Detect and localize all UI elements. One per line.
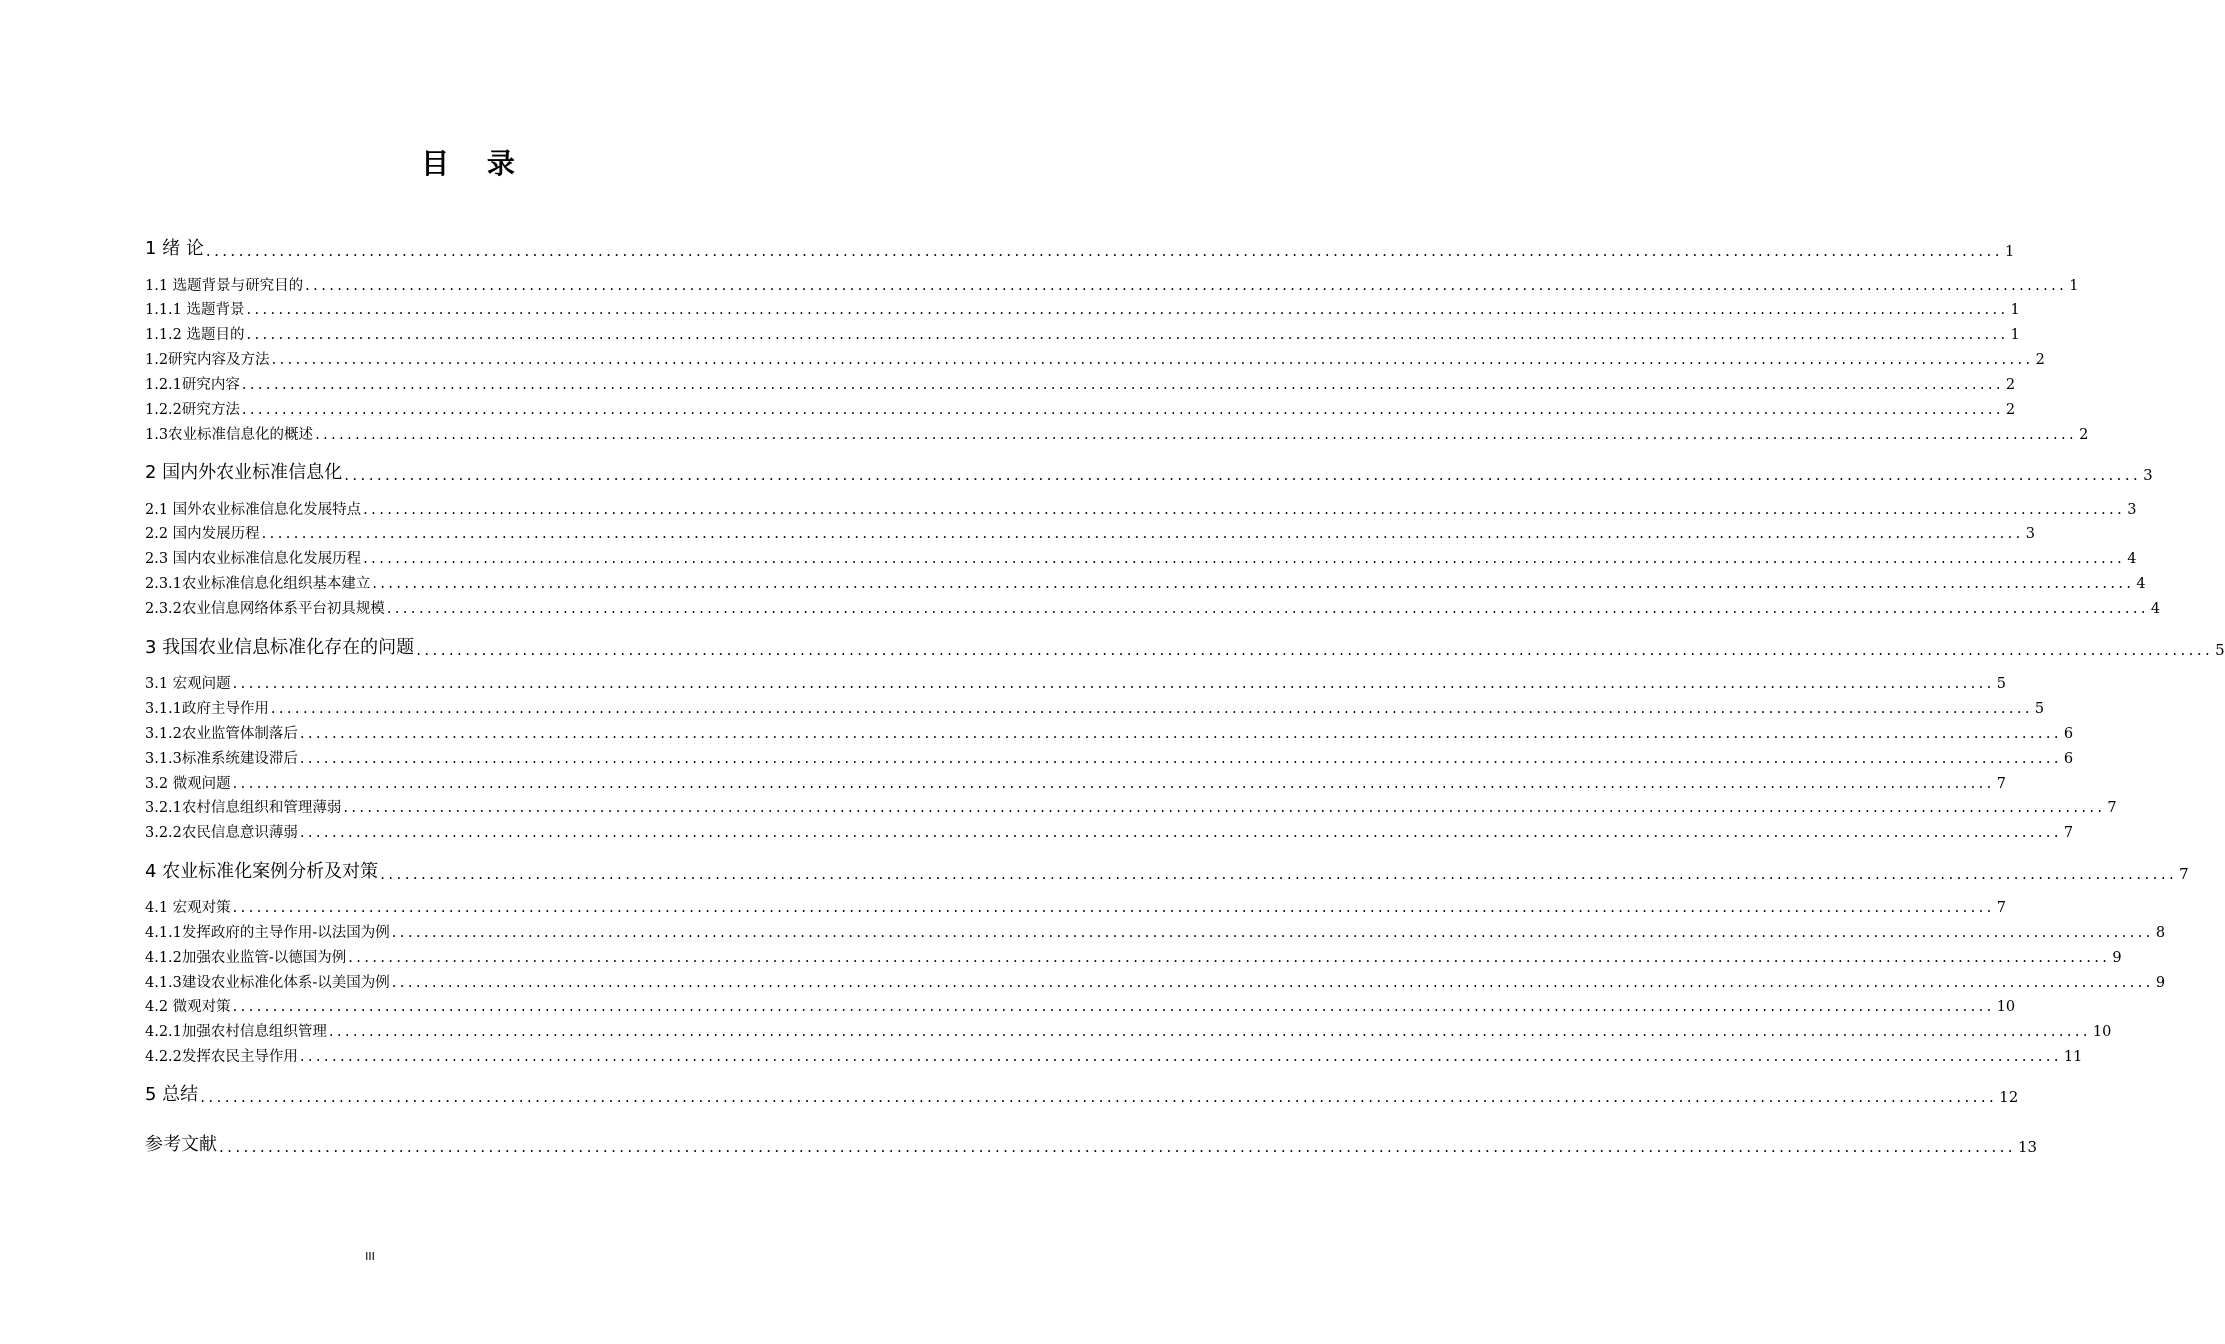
toc-section-entry[interactable] xyxy=(145,574,2146,594)
toc-leader-dots: ............................................................................................................................................................................................................................ xyxy=(315,427,2078,443)
toc-leader-dots: ............................................................................................................................................................................................................................ xyxy=(380,865,2178,883)
toc-entry-label: 4.1 宏观对策 xyxy=(145,900,231,916)
toc-entry-page: 7 xyxy=(2063,825,2074,841)
toc-entry-label: 2.2 国内发展历程 xyxy=(145,526,260,542)
toc-chapter-entry[interactable] xyxy=(145,237,2015,261)
toc-section-entry[interactable] xyxy=(145,798,2117,818)
toc-leader-dots: ............................................................................................................................................................................................................................ xyxy=(348,950,2111,966)
toc-section-entry[interactable] xyxy=(145,898,2006,918)
toc-entry-page: 9 xyxy=(2112,950,2122,966)
toc-leader-dots: ............................................................................................................................................................................................................................ xyxy=(241,377,2004,393)
toc-section-entry[interactable] xyxy=(145,699,2045,719)
toc-entry-label: 3.2.1农村信息组织和管理薄弱 xyxy=(145,800,342,816)
toc-section-entry[interactable] xyxy=(145,774,2006,794)
toc-entry-page: 3 xyxy=(2127,502,2137,518)
toc-entry-label: 3.1.3标准系统建设滞后 xyxy=(145,751,298,767)
toc-entry-page: 3 xyxy=(2143,466,2153,484)
toc-entry-label: 2.3 国内农业标准信息化发展历程 xyxy=(145,551,362,567)
toc-leader-dots: ............................................................................................................................................................................................................................ xyxy=(363,551,2126,567)
toc-leader-dots: ............................................................................................................................................................................................................................ xyxy=(328,1024,2091,1040)
toc-entry-label: 4.2.1加强农村信息组织管理 xyxy=(145,1024,327,1040)
toc-section-entry[interactable] xyxy=(145,599,2161,619)
toc-leader-dots: ............................................................................................................................................................................................................................ xyxy=(305,278,2068,294)
toc-section-entry[interactable] xyxy=(145,1047,2083,1067)
toc-leader-dots: ............................................................................................................................................................................................................................ xyxy=(299,825,2062,841)
toc-leader-dots: ............................................................................................................................................................................................................................ xyxy=(391,925,2154,941)
toc-entry-label: 4.1.3建设农业标准化体系-以美国为例 xyxy=(145,975,390,991)
toc-entry-page: 11 xyxy=(2063,1049,2083,1065)
toc-leader-dots: ............................................................................................................................................................................................................................ xyxy=(386,601,2149,617)
toc-section-entry[interactable] xyxy=(145,1022,2112,1042)
toc-entry-label: 1.1.1 选题背景 xyxy=(145,302,245,318)
toc-section-entry[interactable] xyxy=(145,325,2020,345)
toc-entry-label: 3.1.1政府主导作用 xyxy=(145,701,269,717)
toc-entry-page: 1 xyxy=(2069,278,2079,294)
toc-leader-dots: ............................................................................................................................................................................................................................ xyxy=(232,900,1995,916)
toc-section-entry[interactable] xyxy=(145,300,2020,320)
toc-entry-label: 2 国内外农业标准信息化 xyxy=(145,462,343,483)
toc-entry-page: 9 xyxy=(2155,975,2166,991)
toc-entry-page: 3 xyxy=(2025,526,2035,542)
toc-leader-dots: ............................................................................................................................................................................................................................ xyxy=(232,999,1995,1015)
toc-entry-label: 1.1.2 选题目的 xyxy=(145,327,245,343)
toc-chapter-entry[interactable] xyxy=(145,860,2189,884)
toc-entry-page: 7 xyxy=(1996,900,2006,916)
toc-entry-page: 4 xyxy=(2136,576,2146,592)
toc-entry-label: 4.2 微观对策 xyxy=(145,999,231,1015)
toc-leader-dots: ............................................................................................................................................................................................................................ xyxy=(299,1049,2062,1065)
toc-entry-label: 3 我国农业信息标准化存在的问题 xyxy=(145,637,415,658)
toc-leader-dots: ............................................................................................................................................................................................................................ xyxy=(205,242,2003,260)
toc-leader-dots: ............................................................................................................................................................................................................................ xyxy=(219,1138,2016,1156)
toc-section-entry[interactable] xyxy=(145,674,2006,694)
toc-entry-page: 1 xyxy=(2010,327,2020,343)
toc-entry-label: 4.1.2加强农业监管-以德国为例 xyxy=(145,950,347,966)
toc-leader-dots: ............................................................................................................................................................................................................................ xyxy=(261,526,2024,542)
toc-chapter-entry[interactable] xyxy=(145,1083,2019,1107)
toc-entry-label: 3.2.2农民信息意识薄弱 xyxy=(145,825,298,841)
toc-leader-dots: ............................................................................................................................................................................................................................ xyxy=(232,676,1995,692)
toc-leader-dots: ............................................................................................................................................................................................................................ xyxy=(299,751,2062,767)
toc-section-entry[interactable] xyxy=(145,973,2166,993)
toc-entry-page: 10 xyxy=(2092,1024,2112,1040)
toc-entry-page: 5 xyxy=(2034,701,2045,717)
toc-section-entry[interactable] xyxy=(145,724,2074,744)
toc-entry-page: 8 xyxy=(2155,925,2166,941)
toc-entry-label: 2.1 国外农业标准信息化发展特点 xyxy=(145,502,362,518)
toc-entry-page: 4 xyxy=(2150,601,2161,617)
toc-chapter-entry[interactable] xyxy=(145,461,2153,485)
toc-entry-page: 5 xyxy=(1996,676,2006,692)
toc-section-entry[interactable] xyxy=(145,997,2016,1017)
toc-entry-page: 1 xyxy=(2004,242,2015,260)
toc-section-entry[interactable] xyxy=(145,549,2137,569)
toc-entry-page: 2 xyxy=(2005,377,2016,393)
toc-leader-dots: ............................................................................................................................................................................................................................ xyxy=(241,402,2004,418)
page-title: 目 录 xyxy=(421,147,529,180)
toc-chapter-entry[interactable] xyxy=(145,1133,2038,1157)
toc-entry-page: 10 xyxy=(1996,999,2016,1015)
toc-entry-page: 2 xyxy=(2079,427,2089,443)
toc-entry-page: 2 xyxy=(2005,402,2016,418)
toc-section-entry[interactable] xyxy=(145,276,2079,296)
toc-entry-page: 7 xyxy=(2179,865,2189,883)
toc-entry-label: 4.2.2发挥农民主导作用 xyxy=(145,1049,298,1065)
toc-leader-dots: ............................................................................................................................................................................................................................ xyxy=(246,302,2009,318)
toc-entry-label: 3.1 宏观问题 xyxy=(145,676,231,692)
toc-entry-page: 12 xyxy=(1999,1088,2019,1106)
toc-entry-page: 13 xyxy=(2017,1138,2038,1156)
toc-leader-dots: ............................................................................................................................................................................................................................ xyxy=(416,641,2214,659)
toc-leader-dots: ............................................................................................................................................................................................................................ xyxy=(246,327,2009,343)
toc-entry-label: 4.1.1发挥政府的主导作用-以法国为例 xyxy=(145,925,390,941)
toc-section-entry[interactable] xyxy=(145,948,2122,968)
toc-entry-label: 1.1 选题背景与研究目的 xyxy=(145,278,304,294)
toc-leader-dots: ............................................................................................................................................................................................................................ xyxy=(372,576,2135,592)
toc-section-entry[interactable] xyxy=(145,749,2074,769)
toc-leader-dots: ............................................................................................................................................................................................................................ xyxy=(232,776,1995,792)
toc-section-entry[interactable] xyxy=(145,500,2137,520)
toc-entry-label: 1.2.1研究内容 xyxy=(145,377,240,393)
toc-entry-label: 3.1.2农业监管体制落后 xyxy=(145,726,298,742)
toc-entry-label: 5 总结 xyxy=(145,1084,199,1105)
toc-section-entry[interactable] xyxy=(145,425,2089,445)
toc-leader-dots: ............................................................................................................................................................................................................................ xyxy=(271,352,2034,368)
toc-entry-page: 7 xyxy=(2107,800,2117,816)
toc-section-entry[interactable] xyxy=(145,823,2074,843)
toc-section-entry[interactable] xyxy=(145,375,2016,395)
toc-entry-page: 1 xyxy=(2010,302,2020,318)
toc-leader-dots: ............................................................................................................................................................................................................................ xyxy=(299,726,2062,742)
toc-section-entry[interactable] xyxy=(145,923,2166,943)
toc-section-entry[interactable] xyxy=(145,350,2045,370)
toc-section-entry[interactable] xyxy=(145,400,2016,420)
toc-entry-label: 1 绪 论 xyxy=(145,238,204,259)
toc-leader-dots: ............................................................................................................................................................................................................................ xyxy=(391,975,2154,991)
toc-leader-dots: ............................................................................................................................................................................................................................ xyxy=(270,701,2033,717)
toc-entry-label: 2.3.2农业信息网络体系平台初具规模 xyxy=(145,601,385,617)
toc-section-entry[interactable] xyxy=(145,524,2035,544)
toc-leader-dots: ............................................................................................................................................................................................................................ xyxy=(344,466,2142,484)
toc-entry-label: 参考文献 xyxy=(145,1134,217,1155)
toc-entry-page: 7 xyxy=(1996,776,2006,792)
toc-entry-page: 4 xyxy=(2127,551,2137,567)
toc-entry-page: 5 xyxy=(2215,641,2225,659)
toc-entry-label: 1.3农业标准信息化的概述 xyxy=(145,427,314,443)
toc-entry-page: 6 xyxy=(2063,751,2074,767)
toc-entry-label: 1.2.2研究方法 xyxy=(145,402,240,418)
toc-entry-page: 2 xyxy=(2035,352,2045,368)
page-number-footer: III xyxy=(365,1250,375,1263)
toc-leader-dots: ............................................................................................................................................................................................................................ xyxy=(343,800,2106,816)
toc-chapter-entry[interactable] xyxy=(145,636,2225,660)
toc-entry-label: 1.2研究内容及方法 xyxy=(145,352,270,368)
toc-entry-label: 3.2 微观问题 xyxy=(145,776,231,792)
toc-entry-label: 2.3.1农业标准信息化组织基本建立 xyxy=(145,576,371,592)
toc-leader-dots: ............................................................................................................................................................................................................................ xyxy=(200,1088,1998,1106)
toc-entry-page: 6 xyxy=(2063,726,2074,742)
toc-leader-dots: ............................................................................................................................................................................................................................ xyxy=(363,502,2126,518)
toc-entry-label: 4 农业标准化案例分析及对策 xyxy=(145,861,379,882)
